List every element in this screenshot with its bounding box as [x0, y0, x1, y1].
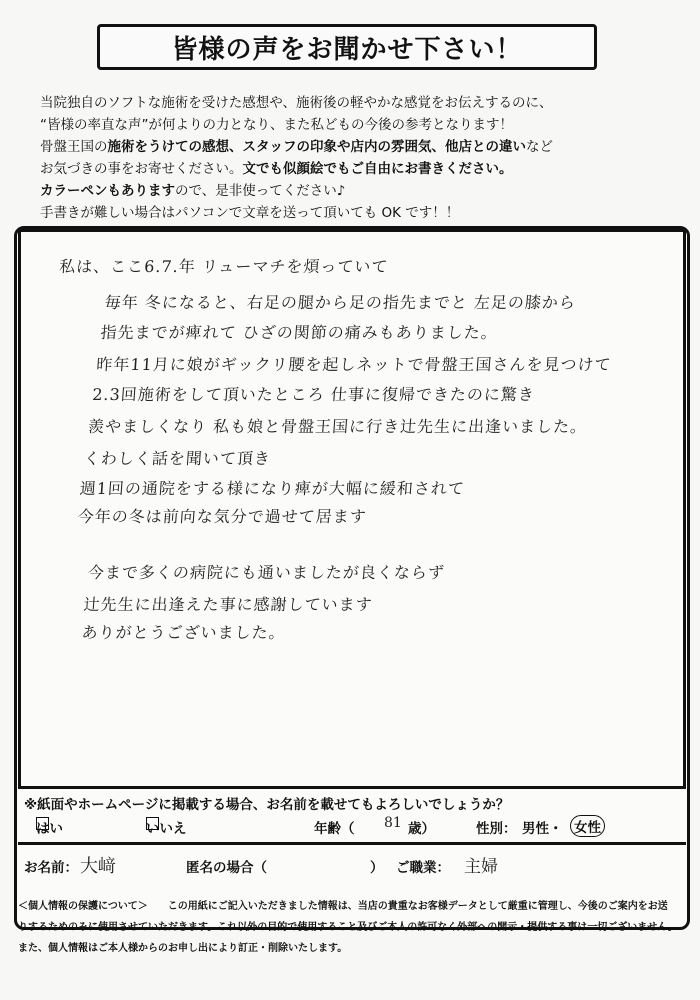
- name-label: お名前：: [24, 860, 78, 876]
- privacy-line: りするためのみに使用させていただきます。これ以外の目的で使用すること及びご本人の許可なく外部への開示・提供する事は一切ございません。: [18, 922, 678, 933]
- comment-line: 昨年11月に娘がギックリ腰を起しネットで骨盤王国さんを見つけて: [95, 355, 613, 374]
- age-label: 年齢（: [314, 821, 355, 837]
- comment-line: 2.3回施術をして頂いたところ 仕事に復帰できたのに驚き: [91, 385, 536, 404]
- age-unit: 歳）: [408, 821, 435, 837]
- age-value[interactable]: 81: [384, 815, 402, 831]
- name-value[interactable]: 大﨑: [80, 856, 116, 877]
- comment-line: 指先までが痺れて ひざの関節の痛みもありました。: [100, 323, 499, 342]
- intro-line: カラーペンもありますので、是非使ってください♪: [40, 183, 346, 199]
- anonymous-label: 匿名の場合（: [186, 860, 267, 876]
- gender-male-option[interactable]: 男性・: [522, 821, 563, 837]
- anonymous-close: ）: [370, 860, 384, 876]
- comment-area[interactable]: [18, 229, 686, 789]
- consent-question: ※紙面やホームページに掲載する場合、お名前を載せてもよろしいでしょうか？: [24, 797, 510, 813]
- comment-line: くわしく話を聞いて頂き: [83, 449, 272, 468]
- intro-line: お気づきの事をお寄せください。文でも似顔絵でもご自由にお書きください。: [40, 161, 513, 177]
- name-row: [18, 848, 686, 888]
- intro-line: 当院独自のソフトな施術を受けた感想や、施術後の軽やかな感覚をお伝えするのに、: [40, 95, 553, 111]
- intro-line: 手書きが難しい場合はパソコンで文章を送って頂いても OK です！！: [40, 205, 460, 221]
- comment-line: 週1回の通院をする様になり痺が大幅に緩和されて: [79, 479, 466, 498]
- comment-line: 羨やましくなり 私も娘と骨盤王国に行き辻先生に出逢いました。: [87, 417, 588, 436]
- job-label: ご職業：: [396, 860, 450, 876]
- comment-line: 毎年 冬になると、右足の腿から足の指先までと 左足の膝から: [104, 293, 577, 312]
- comment-line: ありがとうございました。: [81, 623, 287, 642]
- job-value[interactable]: 主婦: [464, 857, 498, 877]
- intro-line: “皆様の率直な声”が何よりの力となり、また私どもの今後の参考となります！: [40, 117, 513, 133]
- comment-line: 今まで多くの病院にも通いましたが良くならず: [87, 563, 446, 582]
- privacy-line: ＜個人情報の保護について＞ この用紙にご記入いただきました情報は、当店の貴重なお客様データとして厳重に管理し、今後のご案内をお送: [18, 901, 668, 912]
- gender-female-option[interactable]: 女性: [570, 815, 605, 837]
- privacy-line: また、個人情報はご本人様からのお申し出により訂正・削除いたします。: [18, 943, 348, 954]
- name-consent-section: ※紙面やホームページに掲載する場合、お名前を載せてもよろしいでしょうか？ はい いいえ 年齢（ 81 歳） 性別： 男性・ 女性: [18, 789, 686, 845]
- page-title: 皆様の声をお聞かせ下さい！: [97, 24, 597, 70]
- intro-text: [40, 92, 680, 224]
- intro-line: 骨盤王国の施術をうけての感想、スタッフの印象や店内の雰囲気、他店との違いなど: [40, 139, 553, 155]
- comment-line: 私は、ここ6.7.年 リューマチを煩っていて: [58, 257, 390, 276]
- privacy-notice: [18, 896, 688, 959]
- comment-line: 今年の冬は前向な気分で過せて居ます: [77, 507, 368, 526]
- gender-label: 性別：: [476, 821, 517, 837]
- comment-line: 辻先生に出逢えた事に感謝しています: [82, 595, 374, 614]
